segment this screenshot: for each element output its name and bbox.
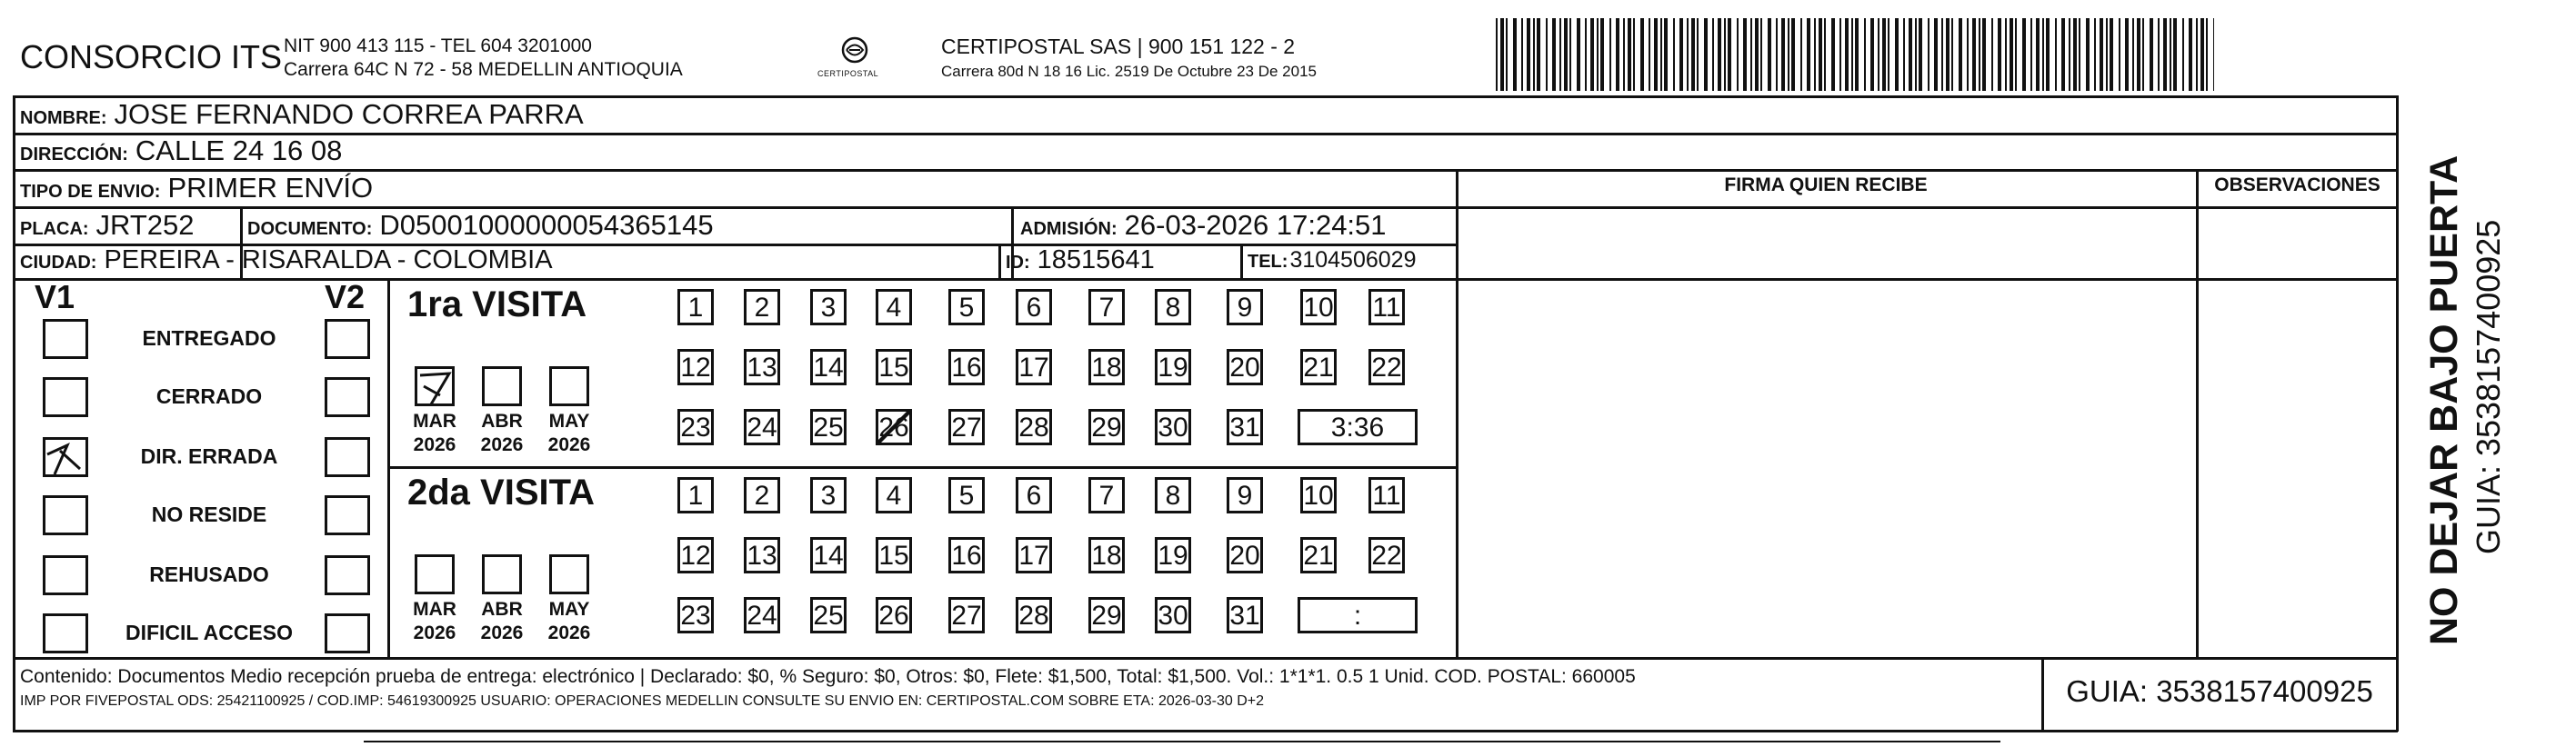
barcode-bar — [1946, 18, 1950, 91]
checkmark-icon — [415, 366, 456, 408]
barcode-bar — [1552, 18, 1556, 91]
status-v1-checkbox[interactable] — [43, 319, 88, 359]
visit-title: 1ra VISITA — [407, 284, 587, 324]
barcode-bar — [2196, 18, 2198, 91]
barcode-bar — [1919, 18, 1922, 91]
barcode-bar — [1640, 18, 1644, 91]
barcode-bar — [1903, 18, 1905, 91]
status-label: CERRADO — [155, 384, 263, 408]
day-box[interactable]: 25 — [810, 409, 847, 445]
barcode-bar — [2200, 18, 2204, 91]
barcode-bar — [1577, 18, 1580, 91]
barcode-bar — [1878, 18, 1879, 91]
barcode-bar — [1743, 18, 1747, 91]
barcode-bar — [1982, 18, 1986, 91]
barcode-bar — [2170, 18, 2171, 91]
company-address: Carrera 64C N 72 - 58 MEDELLIN ANTIOQUIA — [284, 59, 683, 80]
day-box[interactable]: 3 — [810, 289, 847, 325]
day-box[interactable]: 21 — [1300, 349, 1337, 385]
barcode-bar — [2010, 18, 2013, 91]
barcode-bar — [2036, 18, 2040, 91]
status-label: DIFICIL ACCESO — [125, 621, 293, 644]
barcode-bar — [1687, 18, 1689, 91]
barcode-bar — [1855, 18, 1859, 91]
time-box[interactable]: 3:36 — [1298, 409, 1418, 445]
month-name: MAR — [413, 411, 456, 432]
day-box[interactable]: 24 — [744, 597, 780, 633]
day-box[interactable]: 14 — [810, 537, 847, 573]
month-year: 2026 — [413, 434, 456, 455]
day-box[interactable]: 2 — [744, 289, 780, 325]
barcode-bar — [2042, 18, 2044, 91]
barcode-bar — [1888, 18, 1889, 91]
observations-area[interactable] — [2200, 211, 2393, 654]
barcode-bar — [1824, 18, 1826, 91]
barcode — [1496, 18, 2214, 91]
barcode-bar — [2137, 18, 2140, 91]
barcode-bar — [1882, 18, 1886, 91]
barcode-bar — [1909, 18, 1912, 91]
day-box[interactable]: 19 — [1155, 537, 1191, 573]
barcode-bar — [1697, 18, 1699, 91]
company-name: CONSORCIO ITS — [20, 38, 283, 75]
barcode-bar — [2125, 18, 2129, 91]
day-box[interactable]: 9 — [1227, 477, 1263, 513]
barcode-bar — [2163, 18, 2167, 91]
barcode-bar — [1807, 18, 1810, 91]
side-warning: NO DEJAR BAJO PUERTA — [2422, 154, 2466, 645]
day-box[interactable]: 6 — [1016, 477, 1052, 513]
id-label: ID: — [1006, 253, 1030, 273]
barcode-bar — [1718, 18, 1721, 91]
barcode-bar — [1972, 18, 1976, 91]
barcode-bar — [1712, 18, 1714, 91]
day-box[interactable]: 4 — [876, 289, 912, 325]
month-checkbox[interactable] — [415, 366, 455, 406]
day-box[interactable]: 9 — [1227, 289, 1263, 325]
barcode-bar — [1546, 18, 1548, 91]
barcode-bar — [1500, 18, 1504, 91]
carrier-license: Carrera 80d N 18 16 Lic. 2519 De Octubre 23 De 2015 — [941, 63, 1317, 80]
name-label: NOMBRE: — [20, 108, 107, 128]
barcode-bar — [1597, 18, 1599, 91]
barcode-bar — [2079, 18, 2080, 91]
barcode-bar — [2189, 18, 2192, 91]
barcode-bar — [2132, 18, 2134, 91]
barcode-bar — [1633, 18, 1635, 91]
barcode-bar — [1998, 18, 2001, 91]
barcode-bar — [1527, 18, 1530, 91]
barcode-bar — [1851, 18, 1853, 91]
status-v2-checkbox[interactable] — [325, 319, 370, 359]
barcode-bar — [2061, 18, 2065, 91]
barcode-bar — [2055, 18, 2057, 91]
barcode-bar — [1673, 18, 1675, 91]
status-v1-checkbox[interactable] — [43, 555, 88, 595]
barcode-bar — [1724, 18, 1726, 91]
day-box[interactable]: 23 — [677, 409, 714, 445]
address-row — [20, 134, 342, 167]
status-label: ENTREGADO — [142, 326, 276, 350]
status-v1-checkbox[interactable] — [43, 495, 88, 535]
day-box[interactable]: 11 — [1368, 477, 1405, 513]
barcode-bar — [1934, 18, 1938, 91]
day-box[interactable]: 11 — [1368, 289, 1405, 325]
barcode-bar — [1660, 18, 1662, 91]
day-box[interactable]: 12 — [677, 537, 714, 573]
status-v2-checkbox[interactable] — [325, 613, 370, 653]
barcode-bar — [1521, 18, 1523, 91]
barcode-bar — [1609, 18, 1611, 91]
day-box[interactable]: 20 — [1227, 537, 1263, 573]
address-value: CALLE 24 16 08 — [135, 134, 343, 166]
day-box[interactable]: 26 — [876, 597, 912, 633]
barcode-bar — [1533, 18, 1535, 91]
type-value: PRIMER ENVÍO — [167, 172, 374, 204]
barcode-bar — [1590, 18, 1594, 91]
barcode-bar — [1895, 18, 1899, 91]
month-name: MAR — [413, 599, 456, 620]
v1-label: V1 — [35, 278, 75, 315]
type-row — [20, 172, 373, 204]
barcode-bar — [2173, 18, 2177, 91]
month-label — [405, 410, 465, 457]
barcode-bar — [1915, 18, 1917, 91]
day-box[interactable]: 13 — [744, 537, 780, 573]
day-box[interactable]: 17 — [1016, 349, 1052, 385]
month-label — [405, 598, 465, 645]
name-row — [20, 98, 584, 131]
status-v2-checkbox[interactable] — [325, 377, 370, 417]
tel-row — [1248, 247, 1416, 274]
month-checkbox[interactable] — [549, 554, 589, 594]
day-box[interactable]: 18 — [1088, 537, 1125, 573]
barcode-bar — [1951, 18, 1953, 91]
day-box[interactable]: 8 — [1155, 477, 1191, 513]
barcode-bar — [1991, 18, 1993, 91]
observations-header: OBSERVACIONES — [2214, 174, 2381, 195]
day-box[interactable]: 26 — [876, 409, 912, 445]
barcode-bar — [2073, 18, 2077, 91]
day-box[interactable]: 4 — [876, 477, 912, 513]
barcode-bar — [1559, 18, 1561, 91]
footer-content: Contenido: Documentos Medio recepción prueba de entrega: electrónico | Declarado: $0, % Seguro: $0, Otros: $0, Flete: $1,500, Total: $1,500. Vol.: 1*1*1. 0.5 1 Unid. COD. POSTAL: 660005 — [20, 666, 1636, 687]
signature-header: FIRMA QUIEN RECIBE — [1724, 174, 1928, 195]
day-box[interactable]: 5 — [948, 289, 985, 325]
side-guia: GUIA: 3538157400925 — [2470, 219, 2507, 554]
day-box[interactable]: 1 — [677, 289, 714, 325]
day-box[interactable]: 31 — [1227, 409, 1263, 445]
barcode-bar — [1750, 18, 1752, 91]
v2-label: V2 — [325, 278, 366, 315]
barcode-bar — [2158, 18, 2160, 91]
barcode-bar — [1737, 18, 1739, 91]
barcode-bar — [2005, 18, 2007, 91]
day-box[interactable]: 16 — [948, 537, 985, 573]
day-box[interactable]: 15 — [876, 349, 912, 385]
day-box[interactable]: 5 — [948, 477, 985, 513]
day-box[interactable]: 7 — [1088, 477, 1125, 513]
barcode-bar — [2069, 18, 2070, 91]
month-checkbox[interactable] — [549, 366, 589, 406]
barcode-bar — [2106, 18, 2108, 91]
plate-value: JRT252 — [95, 209, 195, 241]
barcode-bar — [1506, 18, 1508, 91]
day-box[interactable]: 7 — [1088, 289, 1125, 325]
barcode-bar — [1513, 18, 1517, 91]
barcode-bar — [2046, 18, 2050, 91]
type-label: TIPO DE ENVIO: — [20, 182, 161, 202]
day-box[interactable]: 30 — [1155, 597, 1191, 633]
barcode-bar — [2206, 18, 2208, 91]
tel-label: TEL: — [1248, 252, 1288, 272]
admission-label: ADMISIÓN: — [1020, 219, 1118, 239]
city-label: CIUDAD: — [20, 253, 97, 273]
barcode-bar — [1628, 18, 1631, 91]
status-v2-checkbox[interactable] — [325, 555, 370, 595]
month-label — [472, 598, 532, 645]
day-box[interactable]: 22 — [1368, 349, 1405, 385]
visit-title: 2da VISITA — [407, 473, 595, 513]
day-box[interactable]: 17 — [1016, 537, 1052, 573]
day-box[interactable]: 10 — [1300, 289, 1337, 325]
carrier-name: CERTIPOSTAL SAS | 900 151 122 - 2 — [941, 35, 1296, 58]
day-box[interactable]: 21 — [1300, 537, 1337, 573]
document-label: DOCUMENTO: — [247, 219, 373, 239]
barcode-bar — [1768, 18, 1771, 91]
barcode-bar — [1979, 18, 1980, 91]
barcode-bar — [2213, 18, 2214, 91]
id-row — [1006, 245, 1155, 275]
barcode-bar — [1941, 18, 1943, 91]
day-box[interactable]: 18 — [1088, 349, 1125, 385]
address-label: DIRECCIÓN: — [20, 144, 128, 164]
day-box[interactable]: 29 — [1088, 597, 1125, 633]
barcode-bar — [2110, 18, 2113, 91]
document-row — [247, 209, 714, 242]
admission-row — [1020, 209, 1387, 242]
day-box[interactable]: 2 — [744, 477, 780, 513]
barcode-bar — [1814, 18, 1816, 91]
barcode-bar — [1704, 18, 1708, 91]
signature-area[interactable] — [1459, 211, 2192, 654]
barcode-bar — [1864, 18, 1866, 91]
status-label: NO RESIDE — [151, 503, 267, 526]
status-v2-checkbox[interactable] — [325, 437, 370, 477]
barcode-bar — [2119, 18, 2120, 91]
city-value: PEREIRA - RISARALDA - COLOMBIA — [104, 245, 553, 274]
barcode-bar — [1791, 18, 1795, 91]
day-box[interactable]: 27 — [948, 597, 985, 633]
day-box[interactable]: 28 — [1016, 597, 1052, 633]
footer-guia: GUIA: 3538157400925 — [2066, 674, 2373, 708]
barcode-bar — [1496, 18, 1498, 91]
plate-label: PLACA: — [20, 219, 89, 239]
day-box[interactable]: 14 — [810, 349, 847, 385]
barcode-bar — [2022, 18, 2026, 91]
barcode-bar — [1831, 18, 1835, 91]
status-v2-checkbox[interactable] — [325, 495, 370, 535]
checkmark-icon — [40, 434, 95, 480]
barcode-bar — [1776, 18, 1778, 91]
company-nit: NIT 900 413 115 - TEL 604 3201000 — [284, 35, 592, 56]
status-label: DIR. ERRADA — [140, 444, 278, 468]
day-box[interactable]: 31 — [1227, 597, 1263, 633]
barcode-bar — [1839, 18, 1841, 91]
month-checkbox[interactable] — [482, 554, 522, 594]
city-row — [20, 245, 553, 275]
barcode-bar — [2150, 18, 2153, 91]
month-name: ABR — [481, 411, 523, 432]
barcode-bar — [2182, 18, 2184, 91]
day-box[interactable]: 28 — [1016, 409, 1052, 445]
day-box[interactable]: 8 — [1155, 289, 1191, 325]
day-box[interactable]: 15 — [876, 537, 912, 573]
day-box[interactable]: 10 — [1300, 477, 1337, 513]
barcode-bar — [1537, 18, 1540, 91]
day-box[interactable]: 25 — [810, 597, 847, 633]
barcode-bar — [2015, 18, 2017, 91]
day-box[interactable]: 30 — [1155, 409, 1191, 445]
barcode-bar — [1654, 18, 1658, 91]
barcode-bar — [1585, 18, 1587, 91]
barcode-bar — [1959, 18, 1962, 91]
admission-value: 26-03-2026 17:24:51 — [1124, 209, 1387, 241]
barcode-bar — [1691, 18, 1695, 91]
month-year: 2026 — [480, 622, 524, 643]
month-name: MAY — [548, 411, 590, 432]
barcode-bar — [1664, 18, 1668, 91]
day-box[interactable]: 29 — [1088, 409, 1125, 445]
day-box[interactable]: 27 — [948, 409, 985, 445]
tel-value: 3104506029 — [1289, 247, 1417, 273]
day-box[interactable]: 16 — [948, 349, 985, 385]
day-box[interactable]: 23 — [677, 597, 714, 633]
barcode-bar — [1679, 18, 1683, 91]
day-box[interactable]: 24 — [744, 409, 780, 445]
status-label: REHUSADO — [149, 563, 269, 586]
month-name: MAY — [548, 599, 590, 620]
barcode-bar — [1564, 18, 1568, 91]
id-value: 18515641 — [1037, 245, 1155, 274]
day-box[interactable]: 3 — [810, 477, 847, 513]
barcode-bar — [1870, 18, 1874, 91]
status-v1-checkbox[interactable] — [43, 377, 88, 417]
barcode-bar — [1781, 18, 1785, 91]
day-box[interactable]: 12 — [677, 349, 714, 385]
day-box[interactable]: 20 — [1227, 349, 1263, 385]
plate-row — [20, 209, 195, 242]
barcode-bar — [2142, 18, 2144, 91]
day-box[interactable]: 19 — [1155, 349, 1191, 385]
day-box[interactable]: 13 — [744, 349, 780, 385]
barcode-bar — [1623, 18, 1625, 91]
day-box[interactable]: 6 — [1016, 289, 1052, 325]
month-label — [539, 410, 599, 457]
status-v1-checkbox[interactable] — [43, 437, 88, 477]
barcode-bar — [1800, 18, 1802, 91]
footer-imp: IMP POR FIVEPOSTAL ODS: 25421100925 / COD.IMP: 54619300925 USUARIO: OPERACIONES MEDELLIN CONSULTE SU ENVIO EN: CERTIPOSTAL.COM SOBRE ETA: 2026-03-30 D+2 — [20, 693, 1265, 709]
day-box[interactable]: 22 — [1368, 537, 1405, 573]
name-value: JOSE FERNANDO CORREA PARRA — [114, 98, 584, 130]
barcode-bar — [1569, 18, 1571, 91]
barcode-bar — [2094, 18, 2096, 91]
barcode-bar — [1760, 18, 1762, 91]
month-checkbox[interactable] — [415, 554, 455, 594]
barcode-bar — [1819, 18, 1822, 91]
month-label — [472, 410, 532, 457]
barcode-bar — [1845, 18, 1849, 91]
logo-text: CERTIPOSTAL — [817, 69, 879, 78]
barcode-bar — [1728, 18, 1731, 91]
month-year: 2026 — [413, 622, 456, 643]
month-year: 2026 — [547, 622, 591, 643]
barcode-bar — [1616, 18, 1619, 91]
month-year: 2026 — [480, 434, 524, 455]
month-name: ABR — [481, 599, 523, 620]
day-box[interactable]: 1 — [677, 477, 714, 513]
certipostal-logo — [814, 35, 896, 84]
barcode-bar — [1788, 18, 1789, 91]
status-v1-checkbox[interactable] — [43, 613, 88, 653]
month-label — [539, 598, 599, 645]
barcode-bar — [1600, 18, 1604, 91]
barcode-bar — [1755, 18, 1759, 91]
time-box[interactable]: : — [1298, 597, 1418, 633]
month-year: 2026 — [547, 434, 591, 455]
month-checkbox[interactable] — [482, 366, 522, 406]
barcode-bar — [2086, 18, 2090, 91]
barcode-bar — [2100, 18, 2103, 91]
barcode-bar — [2030, 18, 2032, 91]
barcode-bar — [1649, 18, 1650, 91]
document-value: D05001000000054365145 — [379, 209, 714, 241]
barcode-bar — [1967, 18, 1969, 91]
barcode-bar — [1928, 18, 1929, 91]
